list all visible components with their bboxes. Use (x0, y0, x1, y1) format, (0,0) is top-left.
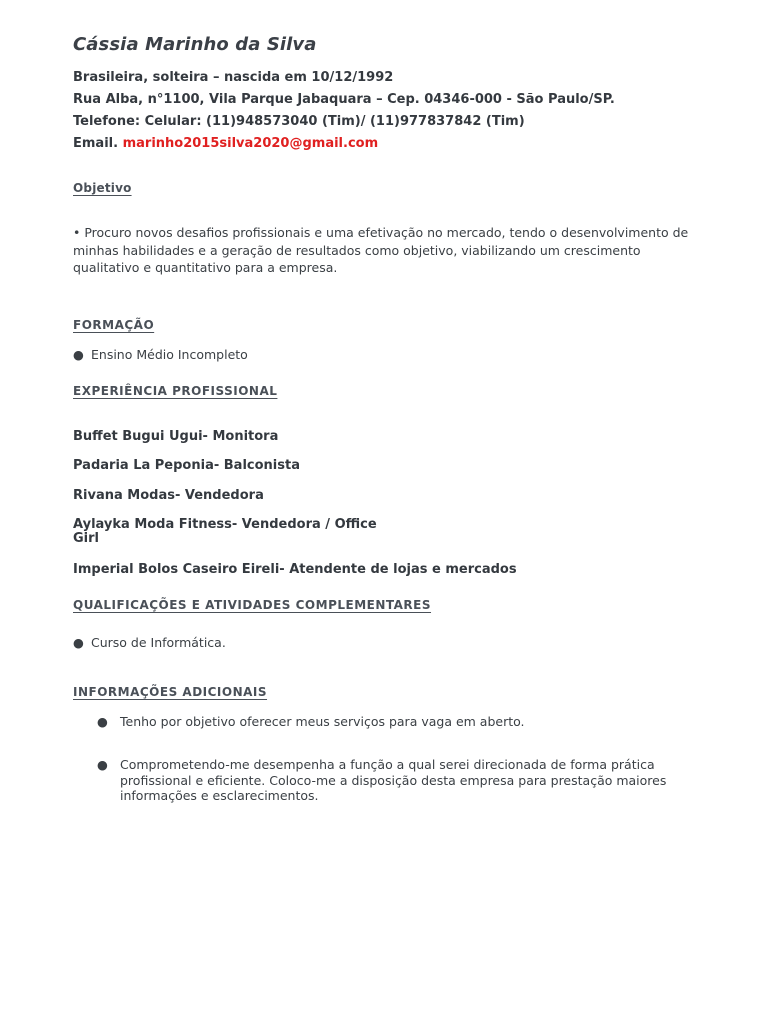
list-item-text: Ensino Médio Incompleto (91, 347, 248, 362)
address-line: Rua Alba, n°1100, Vila Parque Jabaquara – Cep. 04346-000 - São Paulo/SP. (73, 92, 615, 107)
job-entry: Buffet Bugui Ugui- Monitora (73, 429, 279, 444)
list-item-text: Curso de Informática. (91, 635, 226, 650)
section-heading-qualificacoes: QUALIFICAÇÕES E ATIVIDADES COMPLEMENTARES (73, 598, 432, 612)
bullet-icon: ● (97, 757, 108, 772)
email-label: Email. (73, 136, 119, 151)
list-item-text: Tenho por objetivo oferecer meus serviços para vaga em aberto. (120, 714, 525, 729)
section-heading-formacao: FORMAÇÃO (73, 318, 155, 332)
section-heading-experiencia: EXPERIÊNCIA PROFISSIONAL (73, 384, 278, 398)
list-item-text: Comprometendo-me desempenha a função a qual serei direcionada de forma prática profissional e eficiente. Coloco-me a disposição desta empresa para prestação maiores informações e esclarecimentos. (120, 757, 667, 803)
job-entry: Imperial Bolos Caseiro Eireli- Atendente de lojas e mercados (73, 562, 517, 577)
objective-text: • Procuro novos desafios profissionais e uma efetivação no mercado, tendo o desenvolvimento de minhas habilidades e a geração de resultados como objetivo, viabilizando um crescimento qualitativo e quantitativo para a empresa. (73, 225, 689, 275)
list-item (73, 347, 248, 362)
personal-info-line: Brasileira, solteira – nascida em 10/12/1992 (73, 70, 394, 85)
list-item (73, 635, 226, 650)
bullet-icon: ● (97, 714, 108, 729)
bullet-icon: ● (73, 635, 84, 650)
section-heading-adicionais: INFORMAÇÕES ADICIONAIS (73, 685, 268, 699)
email-line (73, 136, 378, 151)
job-entry: Rivana Modas- Vendedora (73, 488, 264, 503)
bullet-icon: ● (73, 347, 84, 362)
candidate-name: Cássia Marinho da Silva (73, 34, 317, 55)
phone-line: Telefone: Celular: (11)948573040 (Tim)/ (11)977837842 (Tim) (73, 114, 525, 129)
section-heading-objetivo: Objetivo (73, 181, 132, 195)
job-entry: Padaria La Peponia- Balconista (73, 458, 300, 473)
job-entry: Aylayka Moda Fitness- Vendedora / Office Girl (73, 517, 377, 546)
email-link[interactable]: marinho2015silva2020@gmail.com (122, 136, 379, 151)
